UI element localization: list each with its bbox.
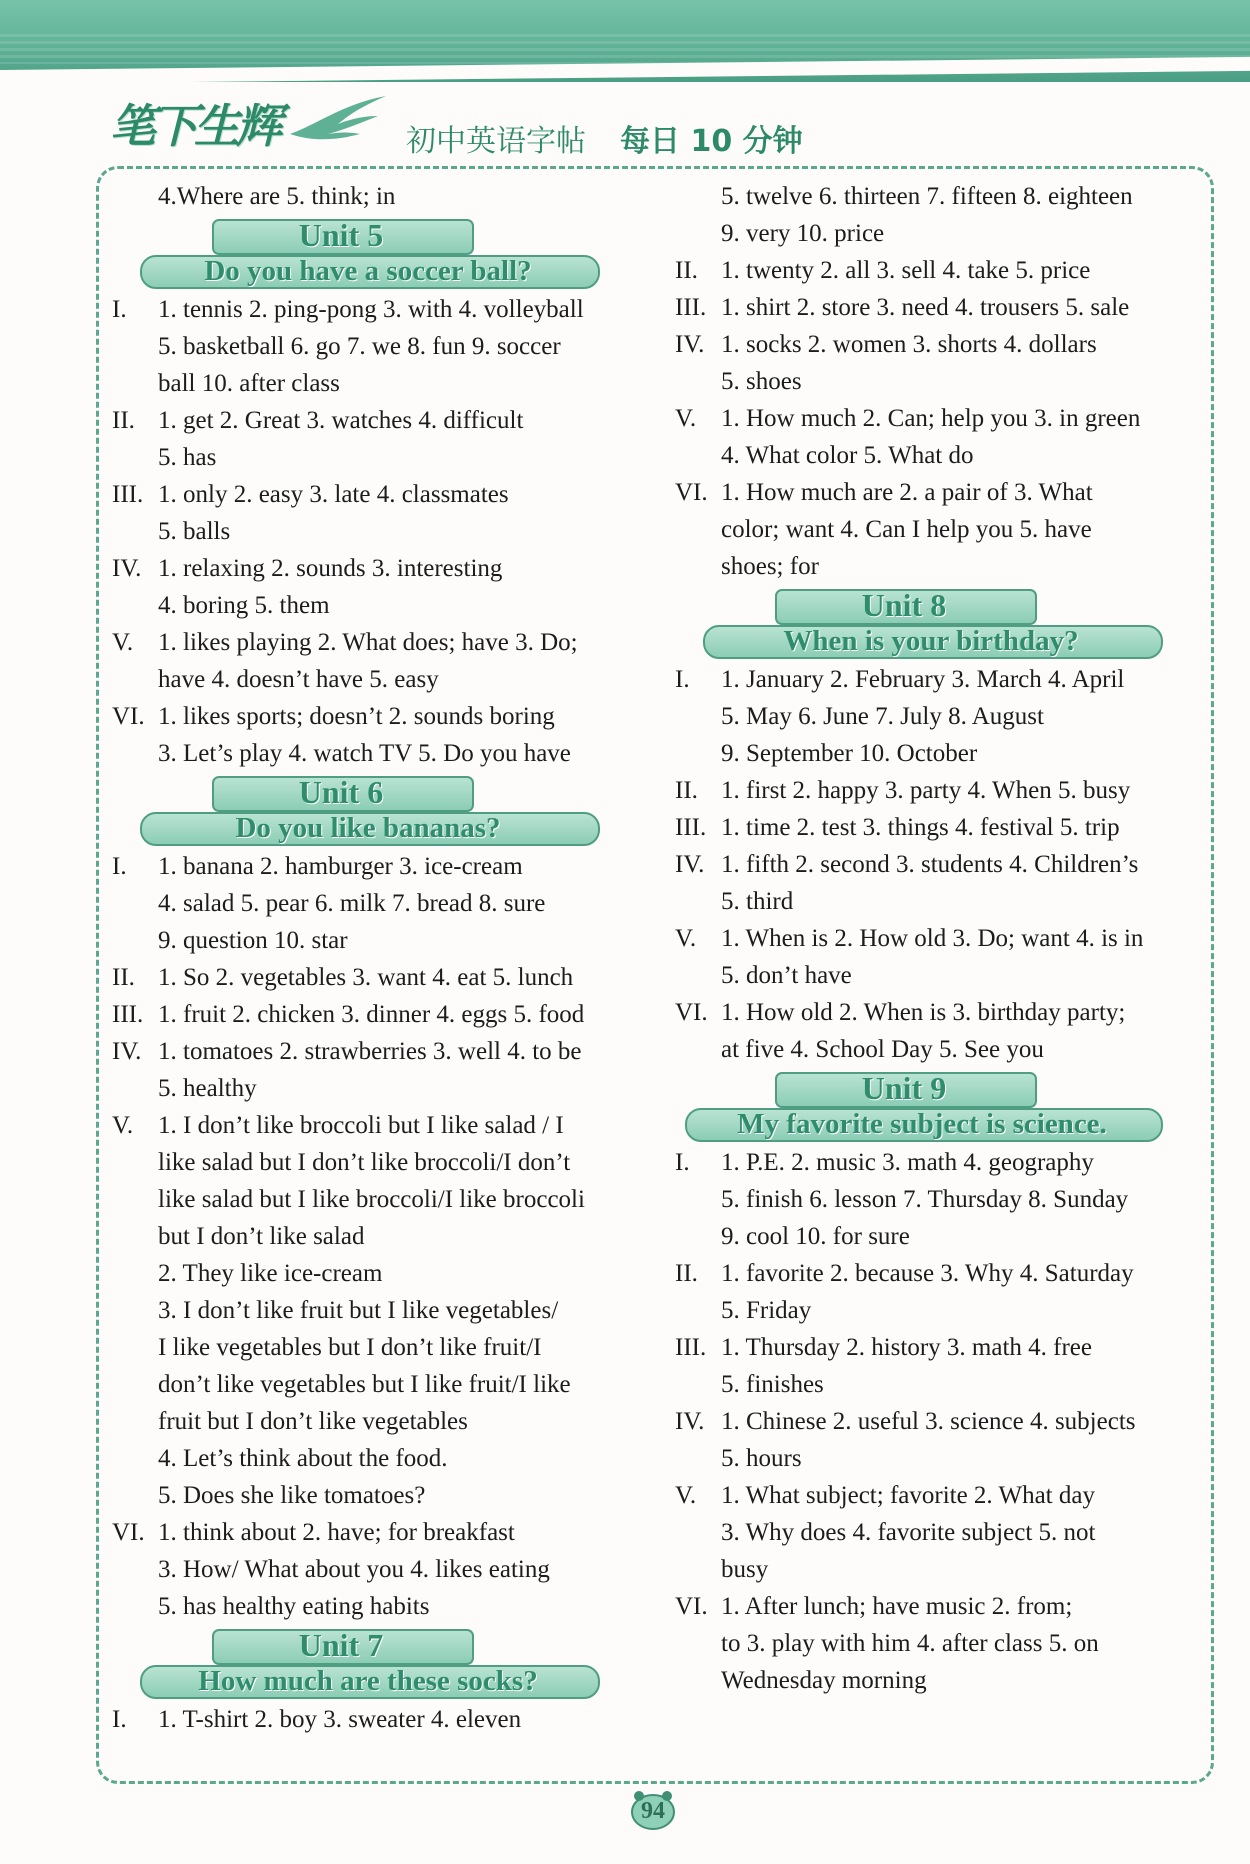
answer-line: 4. boring 5. them: [158, 592, 330, 619]
answer-line: VI. 1. think about 2. have; for breakfast: [112, 1519, 515, 1546]
answer-line: IV. 1. Chinese 2. useful 3. science 4. subjects: [675, 1408, 1136, 1435]
answer-line: but I don’t like salad: [158, 1223, 365, 1250]
answer-line: II. 1. first 2. happy 3. party 4. When 5. busy: [675, 777, 1131, 804]
page-number: 94: [641, 1798, 665, 1824]
answer-line: VI. 1. How old 2. When is 3. birthday party;: [675, 999, 1126, 1026]
answer-line: IV. 1. fifth 2. second 3. students 4. Children’s: [675, 851, 1139, 878]
answer-line: V. 1. What subject; favorite 2. What day: [675, 1482, 1095, 1509]
unit6-subtitle: Do you like bananas?: [112, 812, 642, 846]
left-column: [112, 178, 642, 1738]
right-column: [675, 178, 1205, 1699]
answer-line: II. 1. So 2. vegetables 3. want 4. eat 5. lunch: [112, 964, 574, 991]
answer-line: have 4. doesn’t have 5. easy: [158, 666, 439, 693]
answer-line: V. 1. When is 2. How old 3. Do; want 4. is in: [675, 925, 1144, 952]
answer-line: 3. Let’s play 4. watch TV 5. Do you have: [158, 740, 571, 767]
answer-line: I. 1. T-shirt 2. boy 3. sweater 4. eleven: [112, 1706, 522, 1733]
answer-line: 5. finish 6. lesson 7. Thursday 8. Sunday: [721, 1186, 1129, 1213]
answer-line: Wednesday morning: [721, 1667, 927, 1694]
answer-line: VI. 1. How much are 2. a pair of 3. What: [675, 479, 1093, 506]
answer-line: 9. cool 10. for sure: [721, 1223, 910, 1250]
answer-line: 5. May 6. June 7. July 8. August: [721, 703, 1044, 730]
top-color-band: [0, 0, 1250, 82]
answer-line: I. 1. P.E. 2. music 3. math 4. geography: [675, 1149, 1094, 1176]
answer-line: 5. finishes: [721, 1371, 824, 1398]
answer-line: don’t like vegetables but I like fruit/I like: [158, 1371, 571, 1398]
unit9-subtitle: My favorite subject is science.: [675, 1108, 1205, 1142]
answer-line: 4. Let’s think about the food.: [158, 1445, 448, 1472]
answer-line: I. 1. tennis 2. ping-pong 3. with 4. volleyball: [112, 296, 584, 323]
answer-line: 5. don’t have: [721, 962, 852, 989]
answer-line: 5. third: [721, 888, 794, 915]
answer-line: 5. Does she like tomatoes?: [158, 1482, 426, 1509]
answer-line: II. 1. twenty 2. all 3. sell 4. take 5. price: [675, 257, 1091, 284]
answer-line: III. 1. Thursday 2. history 3. math 4. free: [675, 1334, 1092, 1361]
answer-line: fruit but I don’t like vegetables: [158, 1408, 468, 1435]
answer-line: 5. balls: [158, 518, 231, 545]
unit6-title: Unit 6: [112, 776, 642, 810]
answer-line: II. 1. get 2. Great 3. watches 4. difficult: [112, 407, 524, 434]
unit7-subtitle: How much are these socks?: [112, 1665, 642, 1699]
answer-line: color; want 4. Can I help you 5. have: [721, 516, 1092, 543]
answer-line: V. 1. likes playing 2. What does; have 3. Do;: [112, 629, 578, 656]
answer-line: 9. question 10. star: [158, 927, 348, 954]
unit9-title: Unit 9: [675, 1072, 1205, 1106]
answer-line: III. 1. only 2. easy 3. late 4. classmates: [112, 481, 509, 508]
answer-line: III. 1. fruit 2. chicken 3. dinner 4. eggs 5. food: [112, 1001, 585, 1028]
unit8-subtitle: When is your birthday?: [675, 625, 1205, 659]
answer-line: at five 4. School Day 5. See you: [721, 1036, 1044, 1063]
answer-line: I. 1. banana 2. hamburger 3. ice-cream: [112, 853, 523, 880]
answer-line: 5. shoes: [721, 368, 802, 395]
answer-line: IV. 1. tomatoes 2. strawberries 3. well 4. to be: [112, 1038, 582, 1065]
header-tag: 每日 10 分钟: [620, 124, 803, 159]
answer-line: 5. Friday: [721, 1297, 812, 1324]
answer-line: ball 10. after class: [158, 370, 340, 397]
answer-line: 5. basketball 6. go 7. we 8. fun 9. soccer: [158, 333, 561, 360]
answer-line: 5. has healthy eating habits: [158, 1593, 430, 1620]
answer-line: 5. hours: [721, 1445, 802, 1472]
unit5-title: Unit 5: [112, 219, 642, 253]
page-header: [110, 88, 1110, 158]
unit8-title: Unit 8: [675, 589, 1205, 623]
answer-line: 9. very 10. price: [721, 220, 885, 247]
answer-line: like salad but I don’t like broccoli/I don’t: [158, 1149, 571, 1176]
answer-line: VI. 1. After lunch; have music 2. from;: [675, 1593, 1073, 1620]
answer-line: 3. I don’t like fruit but I like vegetables/: [158, 1297, 559, 1324]
answer-line: 9. September 10. October: [721, 740, 978, 767]
answer-line: II. 1. favorite 2. because 3. Why 4. Saturday: [675, 1260, 1134, 1287]
answer-line: busy: [721, 1556, 769, 1583]
wing-decoration-icon: [288, 94, 388, 144]
answer-line: V. 1. How much 2. Can; help you 3. in green: [675, 405, 1141, 432]
answer-line: 4. What color 5. What do: [721, 442, 974, 469]
answer-line: III. 1. time 2. test 3. things 4. festival 5. trip: [675, 814, 1120, 841]
answer-line: III. 1. shirt 2. store 3. need 4. trousers 5. sale: [675, 294, 1130, 321]
answer-line: 5. has: [158, 444, 217, 471]
answer-line: 4. salad 5. pear 6. milk 7. bread 8. sure: [158, 890, 546, 917]
unit7-title: Unit 7: [112, 1629, 642, 1663]
answer-line: shoes; for: [721, 553, 819, 580]
answer-line: V. 1. I don’t like broccoli but I like salad / I: [112, 1112, 564, 1139]
answer-line: 5. healthy: [158, 1075, 257, 1102]
answer-line: like salad but I like broccoli/I like broccoli: [158, 1186, 585, 1213]
answer-line: to 3. play with him 4. after class 5. on: [721, 1630, 1099, 1657]
answer-line: VI. 1. likes sports; doesn’t 2. sounds boring: [112, 703, 555, 730]
answer-line: IV. 1. relaxing 2. sounds 3. interesting: [112, 555, 503, 582]
answer-line: IV. 1. socks 2. women 3. shorts 4. dollars: [675, 331, 1097, 358]
unit5-subtitle: Do you have a soccer ball?: [112, 255, 642, 289]
answer-line: 3. Why does 4. favorite subject 5. not: [721, 1519, 1096, 1546]
answer-line: 3. How/ What about you 4. likes eating: [158, 1556, 550, 1583]
answer-line: 4.Where are 5. think; in: [158, 183, 396, 210]
header-subtitle: 初中英语字帖: [406, 124, 586, 159]
answer-line: 2. They like ice-cream: [158, 1260, 383, 1287]
brand-logo: 笔下生辉: [110, 99, 278, 153]
answer-line: I like vegetables but I don’t like fruit/I: [158, 1334, 542, 1361]
answer-line: I. 1. January 2. February 3. March 4. April: [675, 666, 1125, 693]
answer-line: 5. twelve 6. thirteen 7. fifteen 8. eighteen: [721, 183, 1133, 210]
